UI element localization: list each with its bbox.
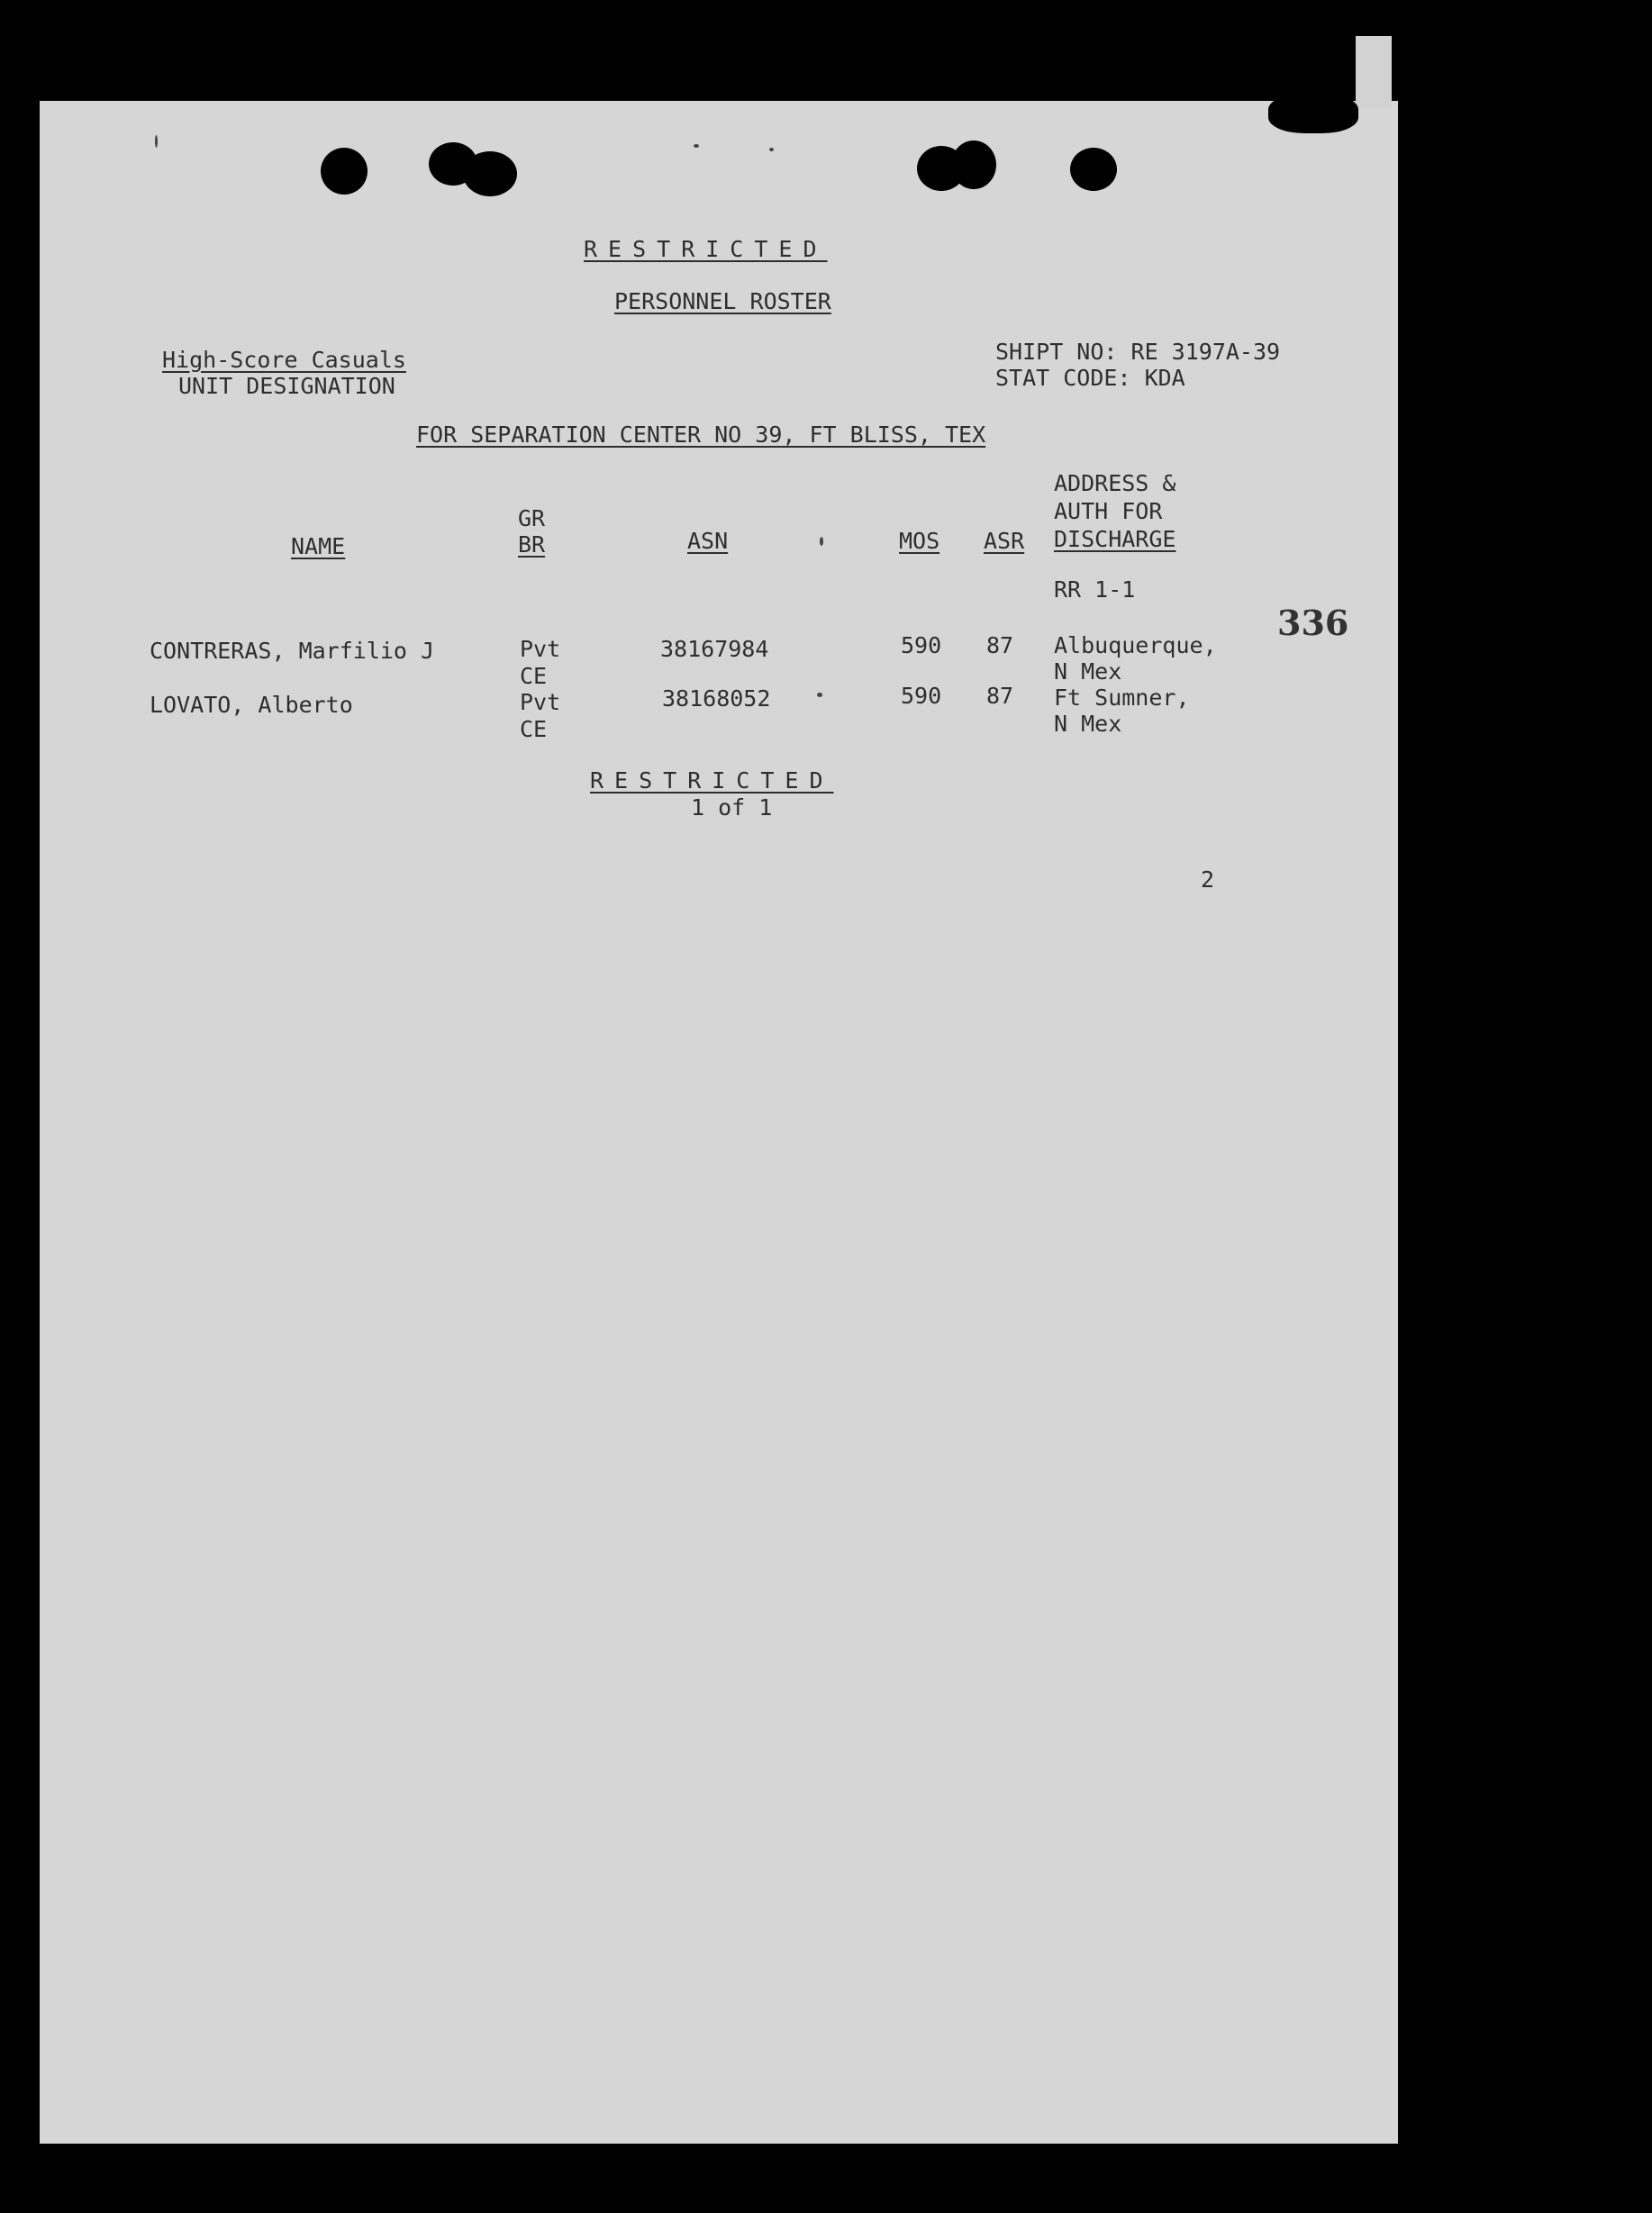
row-2-name: LOVATO, Alberto xyxy=(150,692,353,718)
row-1-asn: 38167984 xyxy=(660,636,769,662)
shipment-number: SHIPT NO: RE 3197A-39 xyxy=(995,339,1281,365)
speck xyxy=(694,144,699,148)
punch-hole-1 xyxy=(321,148,368,195)
column-header-gr: GR xyxy=(518,505,546,531)
paper-tab xyxy=(1356,36,1392,108)
column-header-asn: ASN xyxy=(687,528,729,554)
torn-corner xyxy=(1268,94,1358,133)
row-1-grade: Pvt xyxy=(520,636,561,662)
speck xyxy=(769,148,774,151)
column-header-mos: MOS xyxy=(899,528,940,554)
stamp-number: 336 xyxy=(1277,603,1349,643)
header-restricted: RESTRICTED xyxy=(584,236,828,262)
row-1-mos: 590 xyxy=(901,632,942,658)
punch-hole-2b xyxy=(463,151,517,196)
stat-code: STAT CODE: KDA xyxy=(995,365,1185,391)
row-1-address-2: N Mex xyxy=(1054,658,1122,685)
column-header-address-1: ADDRESS & xyxy=(1054,470,1176,496)
row-2-address-1: Ft Sumner, xyxy=(1054,685,1190,711)
column-header-asr: ASR xyxy=(984,528,1025,554)
page-of: 1 of 1 xyxy=(691,794,773,821)
footer-restricted: RESTRICTED xyxy=(590,767,834,794)
column-header-name: NAME xyxy=(291,533,346,559)
row-1-address-1: Albuquerque, xyxy=(1054,632,1217,658)
destination: FOR SEPARATION CENTER NO 39, FT BLISS, TEX xyxy=(416,422,986,448)
row-2-mos: 590 xyxy=(901,683,942,709)
row-1-name: CONTRERAS, Marfilio J xyxy=(150,638,435,664)
punch-hole-4 xyxy=(1070,148,1117,191)
document-title: PERSONNEL ROSTER xyxy=(614,288,831,314)
row-1-asr: 87 xyxy=(986,632,1014,658)
row-2-asn: 38168052 xyxy=(662,685,771,712)
column-header-address-3: DISCHARGE xyxy=(1054,526,1176,552)
row-2-grade: Pvt xyxy=(520,689,561,715)
column-header-br: BR xyxy=(518,531,546,558)
row-2-branch: CE xyxy=(520,716,548,742)
row-2-asr: 87 xyxy=(986,683,1014,709)
row-2-address-2: N Mex xyxy=(1054,711,1122,737)
document-page xyxy=(40,101,1398,2144)
column-header-address-2: AUTH FOR xyxy=(1054,498,1163,524)
page-number: 2 xyxy=(1201,866,1215,893)
speck xyxy=(817,693,822,697)
row-1-branch: CE xyxy=(520,663,548,689)
unit-name: High-Score Casuals xyxy=(162,347,406,373)
unit-label: UNIT DESIGNATION xyxy=(178,373,395,399)
speck xyxy=(155,135,158,148)
punch-hole-3b xyxy=(951,141,996,189)
speck xyxy=(820,537,823,546)
discharge-authority: RR 1-1 xyxy=(1054,576,1136,603)
